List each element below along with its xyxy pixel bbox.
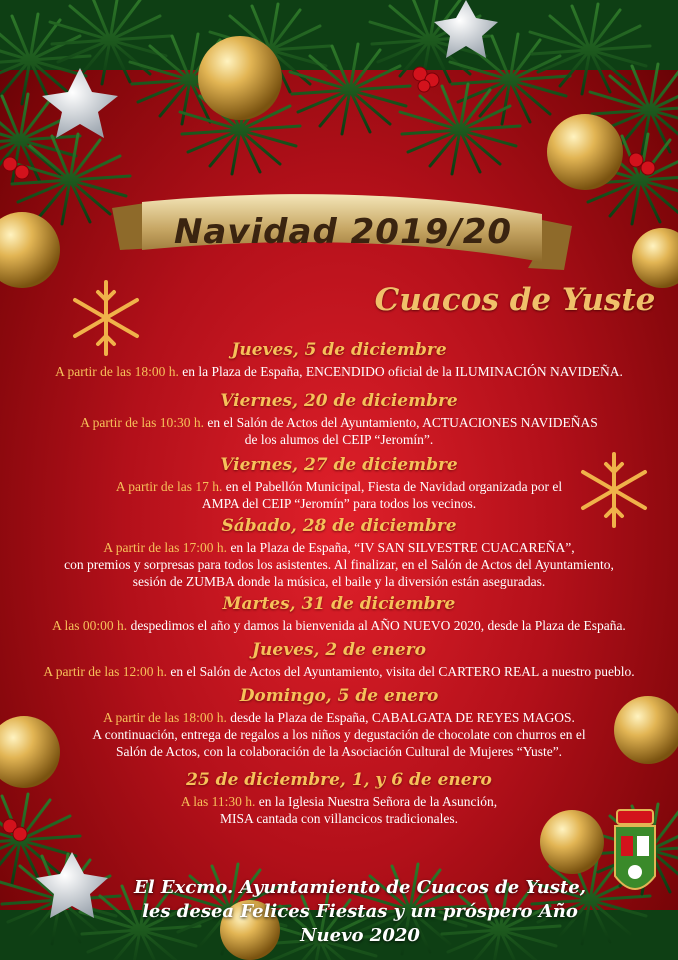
- footer-line: El Excmo. Ayuntamiento de Cuacos de Yuste,: [134, 877, 586, 898]
- event-1: [0, 340, 678, 380]
- event-date: 25 de diciembre, 1, y 6 de enero: [186, 770, 492, 790]
- event-date: Martes, 31 de diciembre: [222, 594, 456, 614]
- event-date: Viernes, 27 de diciembre: [220, 455, 458, 475]
- event-line: [0, 793, 678, 810]
- event-line: A continuación, entrega de regalos a los niños y degustación de chocolate con churros en el: [92, 727, 586, 742]
- coat-of-arms-icon: [603, 806, 667, 906]
- ornament-icon: [547, 114, 623, 190]
- event-text: desde la Plaza de España, CABALGATA DE REYES MAGOS.: [230, 710, 575, 725]
- event-text: en el Salón de Actos del Ayuntamiento, ACTUACIONES NAVIDEÑAS: [207, 415, 598, 430]
- event-time: A las 11:30 h.: [180, 794, 256, 809]
- event-line: AMPA del CEIP “Jeromín” para todos los vecinos.: [201, 496, 477, 511]
- event-time: A partir de las 17 h.: [115, 479, 223, 494]
- ornament-icon: [632, 228, 678, 288]
- event-text: en el Pabellón Municipal, Fiesta de Navidad organizada por el: [225, 479, 563, 494]
- event-date: Jueves, 5 de diciembre: [231, 340, 447, 360]
- event-time: A partir de las 18:00 h.: [55, 364, 179, 379]
- event-line: sesión de ZUMBA donde la música, el baile y la diversión están aseguradas.: [132, 574, 546, 589]
- ornament-icon: [0, 212, 60, 288]
- subtitle-town: Cuacos de Yuste: [374, 282, 656, 318]
- event-line: [0, 363, 678, 380]
- event-date: Sábado, 28 de diciembre: [221, 516, 457, 536]
- event-6: [0, 640, 678, 680]
- event-time: A partir de las 17:00 h.: [103, 540, 228, 555]
- event-text: en la Plaza de España, ENCENDIDO oficial de la ILUMINACIÓN NAVIDEÑA.: [182, 364, 623, 379]
- event-line: [0, 478, 678, 495]
- footer-line: les desea Felices Fiestas y un próspero Año Nuevo 2020: [142, 901, 578, 946]
- event-date: Jueves, 2 de enero: [252, 640, 426, 660]
- ornament-icon: [198, 36, 282, 120]
- event-8: [0, 770, 678, 827]
- event-line: de los alumos del CEIP “Jeromín”.: [244, 432, 434, 447]
- event-time: A partir de las 18:00 h.: [103, 710, 227, 725]
- event-line: con premios y sorpresas para todos los asistentes. Al finalizar, en el Salón de Actos del Ayuntamiento,: [64, 557, 614, 572]
- event-line: MISA cantada con villancicos tradicionales.: [219, 811, 459, 826]
- event-3: [0, 455, 678, 512]
- event-text: despedimos el año y damos la bienvenida al AÑO NUEVO 2020, desde la Plaza de España.: [130, 618, 626, 633]
- event-line: [0, 663, 678, 680]
- event-text: en el Salón de Actos del Ayuntamiento, visita del CARTERO REAL a nuestro pueblo.: [170, 664, 635, 679]
- event-line: [0, 539, 678, 556]
- event-line: [0, 617, 678, 634]
- event-line: Salón de Actos, con la colaboración de la Asociación Cultural de Mujeres “Yuste”.: [115, 744, 563, 759]
- event-text: en la Plaza de España, “IV SAN SILVESTRE CUACAREÑA”,: [230, 540, 575, 555]
- event-time: A las 00:00 h.: [52, 618, 128, 633]
- event-7: [0, 686, 678, 760]
- event-line: [0, 414, 678, 431]
- event-text: en la Iglesia Nuestra Señora de la Asunción,: [258, 794, 498, 809]
- event-2: [0, 391, 678, 448]
- event-line: [0, 709, 678, 726]
- event-date: Domingo, 5 de enero: [239, 686, 439, 706]
- event-date: Viernes, 20 de diciembre: [220, 391, 458, 411]
- footer-greeting: [110, 876, 610, 948]
- event-time: A partir de las 10:30 h.: [80, 415, 204, 430]
- page-title: Navidad 2019/20: [173, 212, 513, 252]
- event-time: A partir de las 12:00 h.: [43, 664, 168, 679]
- event-4: [0, 516, 678, 590]
- event-5: [0, 594, 678, 634]
